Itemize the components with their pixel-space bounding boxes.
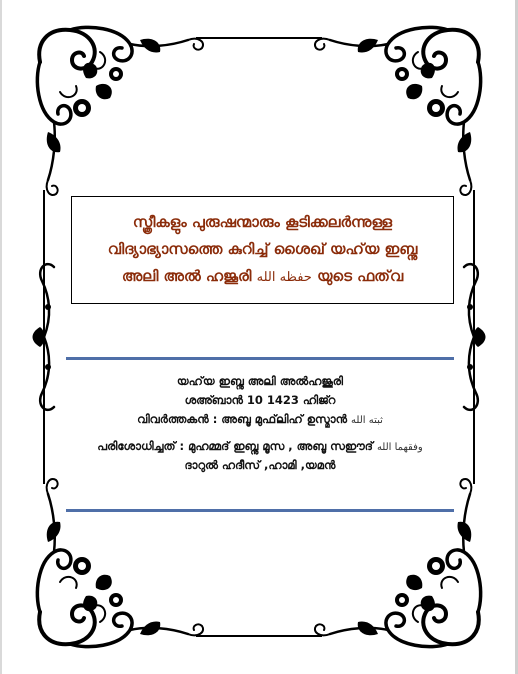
- reviewer-label: പരിശോധിച്ചത് : മുഹമ്മദ് ഇബ്നു മൂസ , അബൂ സഈദ്: [97, 439, 373, 453]
- corner-ornament-icon: [315, 27, 481, 195]
- translator-line: [60, 412, 460, 427]
- reviewer-arabic: وفقهما الله: [376, 442, 423, 453]
- translator-label: വിവർത്തകൻ : അബൂ മുഫ്‌ലിഹ് ഉസ്മാൻ: [137, 412, 348, 426]
- title-line-3-start: അലി അൽ ഹജൂരി: [121, 267, 252, 285]
- corner-ornament-icon: [37, 479, 203, 647]
- corner-ornament-icon: [37, 27, 203, 195]
- side-flourish-icon: [464, 264, 486, 410]
- title-line-3-end: യുടെ ഫത്‌വ: [317, 267, 404, 285]
- date-line: ശഅ്ബാൻ 10 1423 ഹിജ്റ: [184, 393, 336, 407]
- title-line-2: വിദ്യാഭ്യാസത്തെ കുറിച്ച് ശൈഖ് യഹ്‌യ ഇബ്നു: [107, 240, 418, 258]
- title-box: [71, 196, 454, 304]
- title-line-1: സ്ത്രീകളും പുരുഷന്മാരും കൂടിക്കലർന്നുള്ള: [132, 213, 393, 231]
- reviewer-line: [60, 439, 460, 454]
- side-flourish-icon: [33, 264, 55, 410]
- bottom-rule: [66, 509, 454, 512]
- top-rule: [66, 357, 454, 360]
- corner-ornament-icon: [315, 479, 481, 647]
- place-line: ദാറുൽ ഹദീസ് ,ഹാമി ,യമൻ: [184, 458, 336, 472]
- author-name: യഹ്‌യ ഇബ്നു അലി അൽഹജൂരി: [176, 374, 344, 388]
- translator-arabic: ثبته الله: [351, 415, 383, 426]
- title-arabic-honorific: حفظه الله: [256, 270, 312, 285]
- title-line-3: [122, 263, 403, 291]
